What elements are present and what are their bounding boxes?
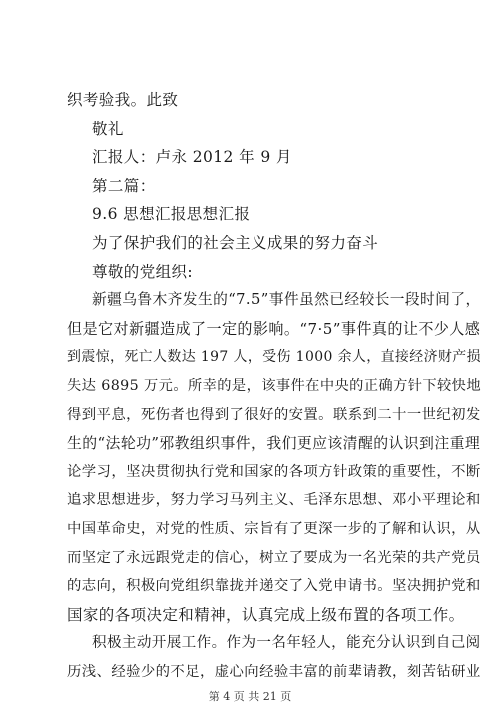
text-line-reporter: 汇报人：卢永 2012 年 9 月 bbox=[92, 148, 292, 166]
paragraph-line: 积极主动开展工作。作为一名年轻人，能充分认识到自己阅 bbox=[92, 634, 481, 651]
paragraph-line: 的志向，积极向党组织靠拢并递交了入党申请书。坚决拥护党和 bbox=[67, 578, 481, 594]
paragraph-line: 到震惊，死亡人数达 197 人，受伤 1000 余人，直接经济财产损 bbox=[67, 349, 481, 365]
paragraph-line: 新疆乌鲁木齐发生的“7.5”事件虽然已经较长一段时间了， bbox=[92, 291, 481, 308]
paragraph-line: 国家的各项决定和精神，认真完成上级布置的各项工作。 bbox=[67, 606, 465, 624]
paragraph-line: 追求思想进步，努力学习马列主义、毛泽东思想、邓小平理论和 bbox=[67, 492, 481, 508]
paragraph-line: 得到平息，死伤者也得到了很好的安置。联系到二十一世纪初发 bbox=[67, 407, 481, 423]
text-line-salute: 敬礼 bbox=[92, 120, 124, 138]
page-footer: 第 4 页 共 21 页 bbox=[208, 690, 292, 703]
paragraph-line: 中国革命史，对党的性质、宗旨有了更深一步的了解和认识，从 bbox=[67, 521, 481, 537]
paragraph-line: 论学习，坚决贯彻执行党和国家的各项方针政策的重要性，不断 bbox=[67, 464, 481, 480]
text-line-closing: 织考验我。此致 bbox=[67, 91, 179, 109]
paragraph-line: 而坚定了永远跟党走的信心，树立了要成为一名光荣的共产党员 bbox=[67, 550, 481, 566]
paragraph-line: 失达 6895 万元。所幸的是，该事件在中央的正确方针下较快地 bbox=[67, 378, 481, 394]
salutation: 尊敬的党组织: bbox=[92, 263, 194, 281]
article-subtitle: 为了保护我们的社会主义成果的努力奋斗 bbox=[92, 234, 379, 252]
paragraph-line: 但是它对新疆造成了一定的影响。“7·5”事件真的让不少人感 bbox=[67, 320, 481, 338]
paragraph-line: 历浅、经验少的不足，虚心向经验丰富的前辈请教，刻苦钻研业 bbox=[67, 664, 481, 680]
article-title: 9.6 思想汇报思想汇报 bbox=[92, 205, 251, 223]
section-heading: 第二篇： bbox=[92, 177, 156, 195]
paragraph-line: 生的“法轮功”邪教组织事件，我们更应该清醒的认识到注重理 bbox=[67, 434, 481, 452]
